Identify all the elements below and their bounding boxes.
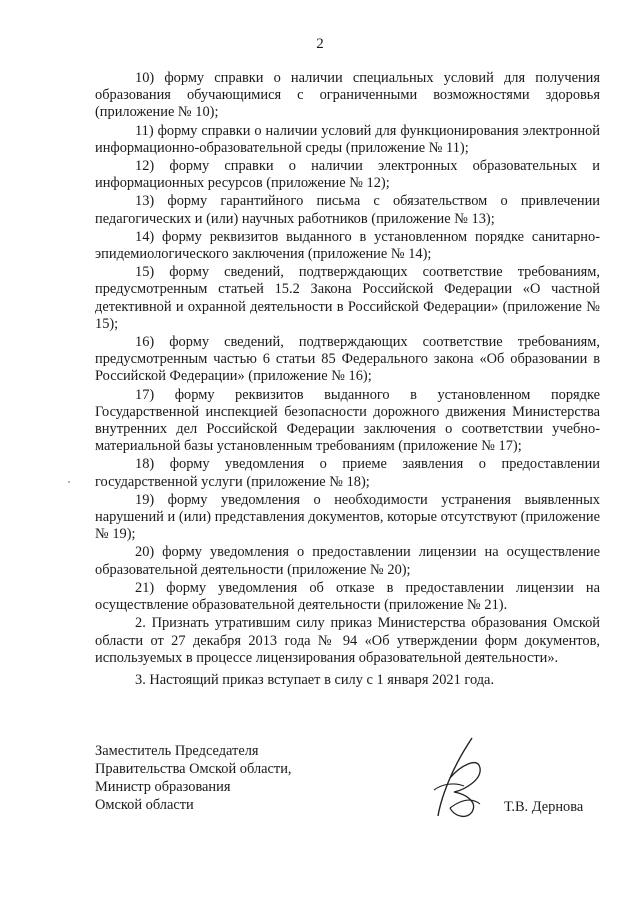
list-item: 15) форму сведений, подтверждающих соответствие требованиям, предусмотренным статьей 15.2 Закона Российской Федерации «О частной детективной и охранной деятельности в Российской Федерации» (приложение № 15); bbox=[95, 264, 600, 332]
document-body bbox=[95, 70, 600, 690]
list-item: 11) форму справки о наличии условий для функционирования электронной информационно-образовательной среды (приложение № 11); bbox=[95, 122, 600, 156]
handwritten-signature bbox=[420, 732, 500, 822]
signatory-title bbox=[95, 742, 292, 814]
list-item: 12) форму справки о наличии электронных образовательных и информационных ресурсов (приложение № 12); bbox=[95, 158, 600, 192]
list-item: 17) форму реквизитов выданного в установленном порядке Государственной инспекцией безопасности дорожного движения Министерства внутренних дел Российской Федерации заключения о соответствии учебно-материальной базы установленным требованиям (приложение № 17); bbox=[95, 386, 600, 455]
list-item: 10) форму справки о наличии специальных условий для получения образования обучающимися с ограниченными возможностями здоровья (приложение № 10); bbox=[95, 70, 600, 121]
signatory-line: Министр образования bbox=[95, 779, 231, 795]
signer-name: Т.В. Дернова bbox=[504, 799, 584, 815]
list-item: 14) форму реквизитов выданного в установленном порядке санитарно-эпидемиологического заключения (приложение № 14); bbox=[95, 228, 600, 263]
list-item: 16) форму сведений, подтверждающих соответствие требованиям, предусмотренным частью 6 статьи 85 Федерального закона «Об образовании в Российской Федерации» (приложение № 16); bbox=[95, 334, 600, 385]
list-item: 19) форму уведомления о необходимости устранения выявленных нарушений и (или) представления документов, которые отсутствуют (приложение № 19); bbox=[95, 491, 600, 543]
clause-2: 2. Признать утратившим силу приказ Министерства образования Омской области от 27 декабря 2013 года № 94 «Об утверждении форм документов, используемых в процессе лицензирования образовательной деятельности». bbox=[95, 615, 600, 666]
signatory-line: Омской области bbox=[95, 797, 194, 813]
signatory-line: Заместитель Председателя bbox=[95, 743, 259, 759]
list-item: 21) форму уведомления об отказе в предоставлении лицензии на осуществление образовательной деятельности (приложение № 21). bbox=[95, 579, 600, 614]
list-item: 20) форму уведомления о предоставлении лицензии на осуществление образовательной деятельности (приложение № 20); bbox=[95, 544, 600, 578]
clause-3: 3. Настоящий приказ вступает в силу с 1 января 2021 года. bbox=[135, 671, 495, 688]
page-number: 2 bbox=[316, 36, 324, 52]
list-item: 18) форму уведомления о приеме заявления о предоставлении государственной услуги (приложение № 18); bbox=[95, 456, 600, 490]
scan-speck bbox=[68, 481, 70, 483]
list-item: 13) форму гарантийного письма с обязательством о привлечении педагогических и (или) научных работников (приложение № 13); bbox=[95, 193, 600, 227]
signatory-line: Правительства Омской области, bbox=[95, 761, 292, 777]
